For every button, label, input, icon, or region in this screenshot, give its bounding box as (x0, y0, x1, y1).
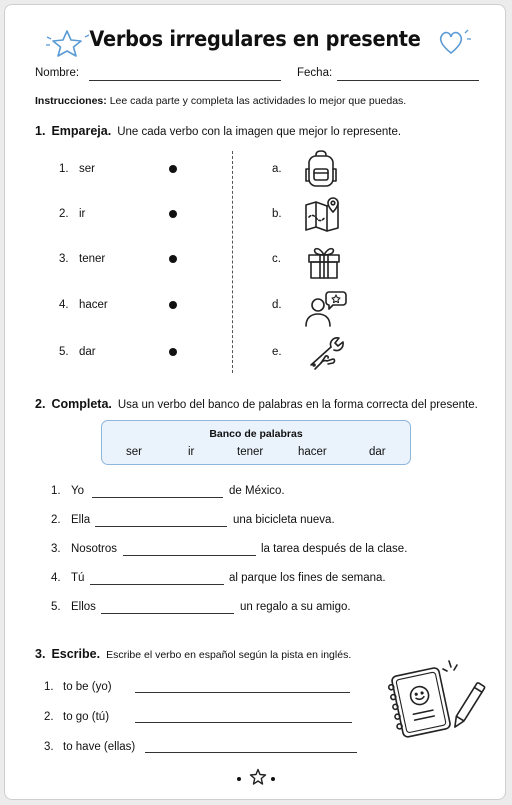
backpack-icon (303, 149, 339, 189)
instructions-text: Lee cada parte y completa las actividades lo mejor que puedas. (109, 95, 407, 107)
date-field[interactable] (337, 80, 479, 81)
answer-field[interactable] (135, 722, 352, 723)
gift-icon (305, 243, 343, 281)
match-dot[interactable] (169, 301, 177, 309)
answer-field[interactable] (135, 692, 350, 693)
worksheet-page (4, 4, 506, 800)
word-bank (101, 420, 411, 465)
section3-heading (35, 647, 351, 661)
image-letter: c. (272, 253, 281, 265)
prompt-text: to have (ellas) (63, 741, 136, 753)
image-letter: a. (272, 163, 282, 175)
section1-heading (35, 124, 401, 138)
prompt-number: 2. (44, 711, 54, 723)
instructions (35, 95, 406, 107)
image-letter: e. (272, 346, 282, 358)
section1-number: 1. (35, 124, 46, 138)
section1-title: Empareja. (51, 124, 112, 138)
verb-dar: dar (79, 346, 96, 358)
sentence-start: Ellos (71, 601, 96, 613)
image-letter: d. (272, 299, 282, 311)
blank-field[interactable] (101, 613, 234, 614)
answer-field[interactable] (145, 752, 357, 753)
column-divider (232, 151, 233, 373)
sentence-start: Tú (71, 572, 85, 584)
page-title: Verbos irregulares en presente (89, 27, 421, 51)
blank-field[interactable] (95, 526, 227, 527)
section2-heading (35, 397, 478, 411)
match-dot[interactable] (169, 348, 177, 356)
bank-word: ser (126, 446, 142, 458)
date-label: Fecha: (297, 67, 333, 79)
hand-wrench-icon (307, 335, 351, 373)
sentence-end: una bicicleta nueva. (233, 514, 335, 526)
prompt-text: to go (tú) (63, 711, 110, 723)
match-dot[interactable] (169, 165, 177, 173)
section1-text: Une cada verbo con la imagen que mejor lo represente. (117, 126, 402, 138)
blank-field[interactable] (90, 584, 224, 585)
verb-number: 3. (59, 253, 69, 265)
instructions-label: Instrucciones: (35, 95, 107, 107)
sentence-end: de México. (229, 485, 285, 497)
verb-ir: ir (79, 208, 86, 220)
section2-text: Usa un verbo del banco de palabras en la forma correcta del presente. (117, 399, 478, 411)
footer-dot (271, 777, 279, 781)
sentence-start: Yo (71, 485, 85, 497)
sentence-number: 2. (51, 514, 61, 526)
section3-text: Escribe el verbo en español según la pista en inglés. (106, 649, 352, 661)
verb-number: 4. (59, 299, 69, 311)
prompt-number: 1. (44, 681, 54, 693)
name-field[interactable] (89, 80, 281, 81)
bank-word: hacer (298, 446, 327, 458)
prompt-text: to be (yo) (63, 681, 112, 693)
match-dot[interactable] (169, 210, 177, 218)
sentence-number: 3. (51, 543, 61, 555)
sentence-end: al parque los fines de semana. (229, 572, 386, 584)
sentence-start: Ella (71, 514, 91, 526)
prompt-number: 3. (44, 741, 54, 753)
name-label: Nombre: (35, 67, 80, 79)
sentence-number: 5. (51, 601, 61, 613)
verb-number: 1. (59, 163, 69, 175)
section3-title: Escribe. (51, 647, 101, 661)
blank-field[interactable] (92, 497, 223, 498)
sentence-start: Nosotros (71, 543, 118, 555)
verb-tener: tener (79, 253, 106, 265)
blank-field[interactable] (123, 555, 256, 556)
word-bank-title: Banco de palabras (209, 428, 303, 440)
sentence-number: 4. (51, 572, 61, 584)
verb-number: 5. (59, 346, 69, 358)
sentence-end: la tarea después de la clase. (261, 543, 408, 555)
footer-dot (237, 777, 245, 781)
sentence-end: un regalo a su amigo. (240, 601, 351, 613)
verb-number: 2. (59, 208, 69, 220)
verb-ser: ser (79, 163, 95, 175)
notebook-pencil-icon (383, 657, 483, 747)
map-icon (303, 195, 343, 233)
image-letter: b. (272, 208, 282, 220)
section2-number: 2. (35, 397, 46, 411)
person-speech-icon (303, 288, 347, 328)
section2-title: Completa. (51, 397, 112, 411)
verb-hacer: hacer (79, 299, 108, 311)
sentence-number: 1. (51, 485, 61, 497)
section3-number: 3. (35, 647, 46, 661)
bank-word: tener (237, 446, 264, 458)
bank-word: dar (369, 446, 386, 458)
bank-word: ir (188, 446, 195, 458)
match-dot[interactable] (169, 255, 177, 263)
star-icon (249, 768, 267, 786)
